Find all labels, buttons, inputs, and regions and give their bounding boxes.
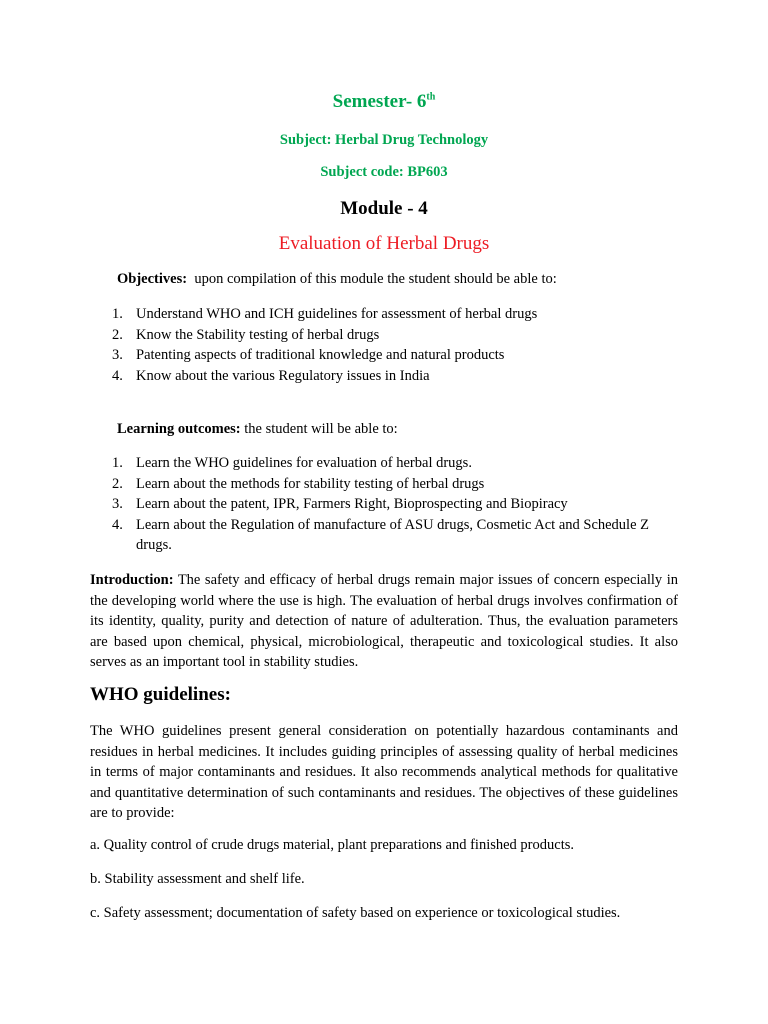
semester-title: Semester- 6th bbox=[332, 91, 436, 112]
objectives-label: Objectives: bbox=[117, 271, 188, 287]
subject-line: Subject: Herbal Drug Technology bbox=[279, 132, 489, 148]
module-title: Evaluation of Herbal Drugs bbox=[278, 233, 490, 254]
module-heading: Module - 4 bbox=[340, 198, 428, 219]
outcomes-intro bbox=[117, 421, 398, 438]
list-item: 4. Know about the various Regulatory issues in India bbox=[112, 367, 430, 384]
who-point-b: b. Stability assessment and shelf life. bbox=[90, 871, 305, 887]
list-item: 3. Learn about the patent, IPR, Farmers Right, Bioprospecting and Biopiracy bbox=[112, 496, 568, 513]
outcomes-text: the student will be able to: bbox=[244, 421, 398, 437]
outcomes-list bbox=[112, 455, 649, 558]
list-item: 3. Patenting aspects of traditional knowledge and natural products bbox=[112, 347, 505, 364]
introduction-paragraph bbox=[90, 570, 678, 673]
list-item: 1. Understand WHO and ICH guidelines for assessment of herbal drugs bbox=[112, 306, 538, 322]
introduction-label: Introduction: bbox=[90, 572, 174, 588]
outcomes-label: Learning outcomes: bbox=[117, 421, 241, 437]
list-item: 4. Learn about the Regulation of manufacture of ASU drugs, Cosmetic Act and Schedule Z bbox=[112, 516, 650, 533]
list-item: 1. Learn the WHO guidelines for evaluation of herbal drugs. bbox=[112, 455, 472, 471]
list-item: 2. Learn about the methods for stability testing of herbal drugs bbox=[112, 475, 485, 492]
who-heading: WHO guidelines: bbox=[90, 684, 231, 705]
list-item-continuation: drugs. bbox=[136, 537, 172, 554]
semester-superscript: th bbox=[426, 91, 436, 103]
who-point-c: c. Safety assessment; documentation of safety based on experience or toxicological studies. bbox=[90, 905, 621, 921]
objectives-text: upon compilation of this module the student should be able to: bbox=[194, 271, 557, 287]
subject-code-line: Subject code: BP603 bbox=[320, 164, 448, 180]
who-paragraph: The WHO guidelines present general consideration on potentially hazardous contaminants and residues in herbal medicines. It includes guiding principles of assessing quality of herbal medicines in terms of major contaminants and residues. It also recommends analytical methods for qualitative and quantitative determination of such contaminants and residues. The objectives of these guidelines are to provide: bbox=[90, 723, 678, 821]
objectives-list bbox=[112, 306, 537, 388]
objectives-intro bbox=[117, 271, 557, 288]
who-point-a: a. Quality control of crude drugs material, plant preparations and finished products. bbox=[90, 837, 574, 853]
list-item: 2. Know the Stability testing of herbal drugs bbox=[112, 326, 380, 343]
introduction-text: The safety and efficacy of herbal drugs remain major issues of concern especially in the developing world where the use is high. The evaluation of herbal drugs involves confirmation of its identity, quality, purity and detection of nature of adulteration. Thus, the evaluation parameters are based upon chemical, physical, microbiological, therapeutic and toxicological studies. It also serves as an important tool in stability studies. bbox=[90, 572, 678, 670]
